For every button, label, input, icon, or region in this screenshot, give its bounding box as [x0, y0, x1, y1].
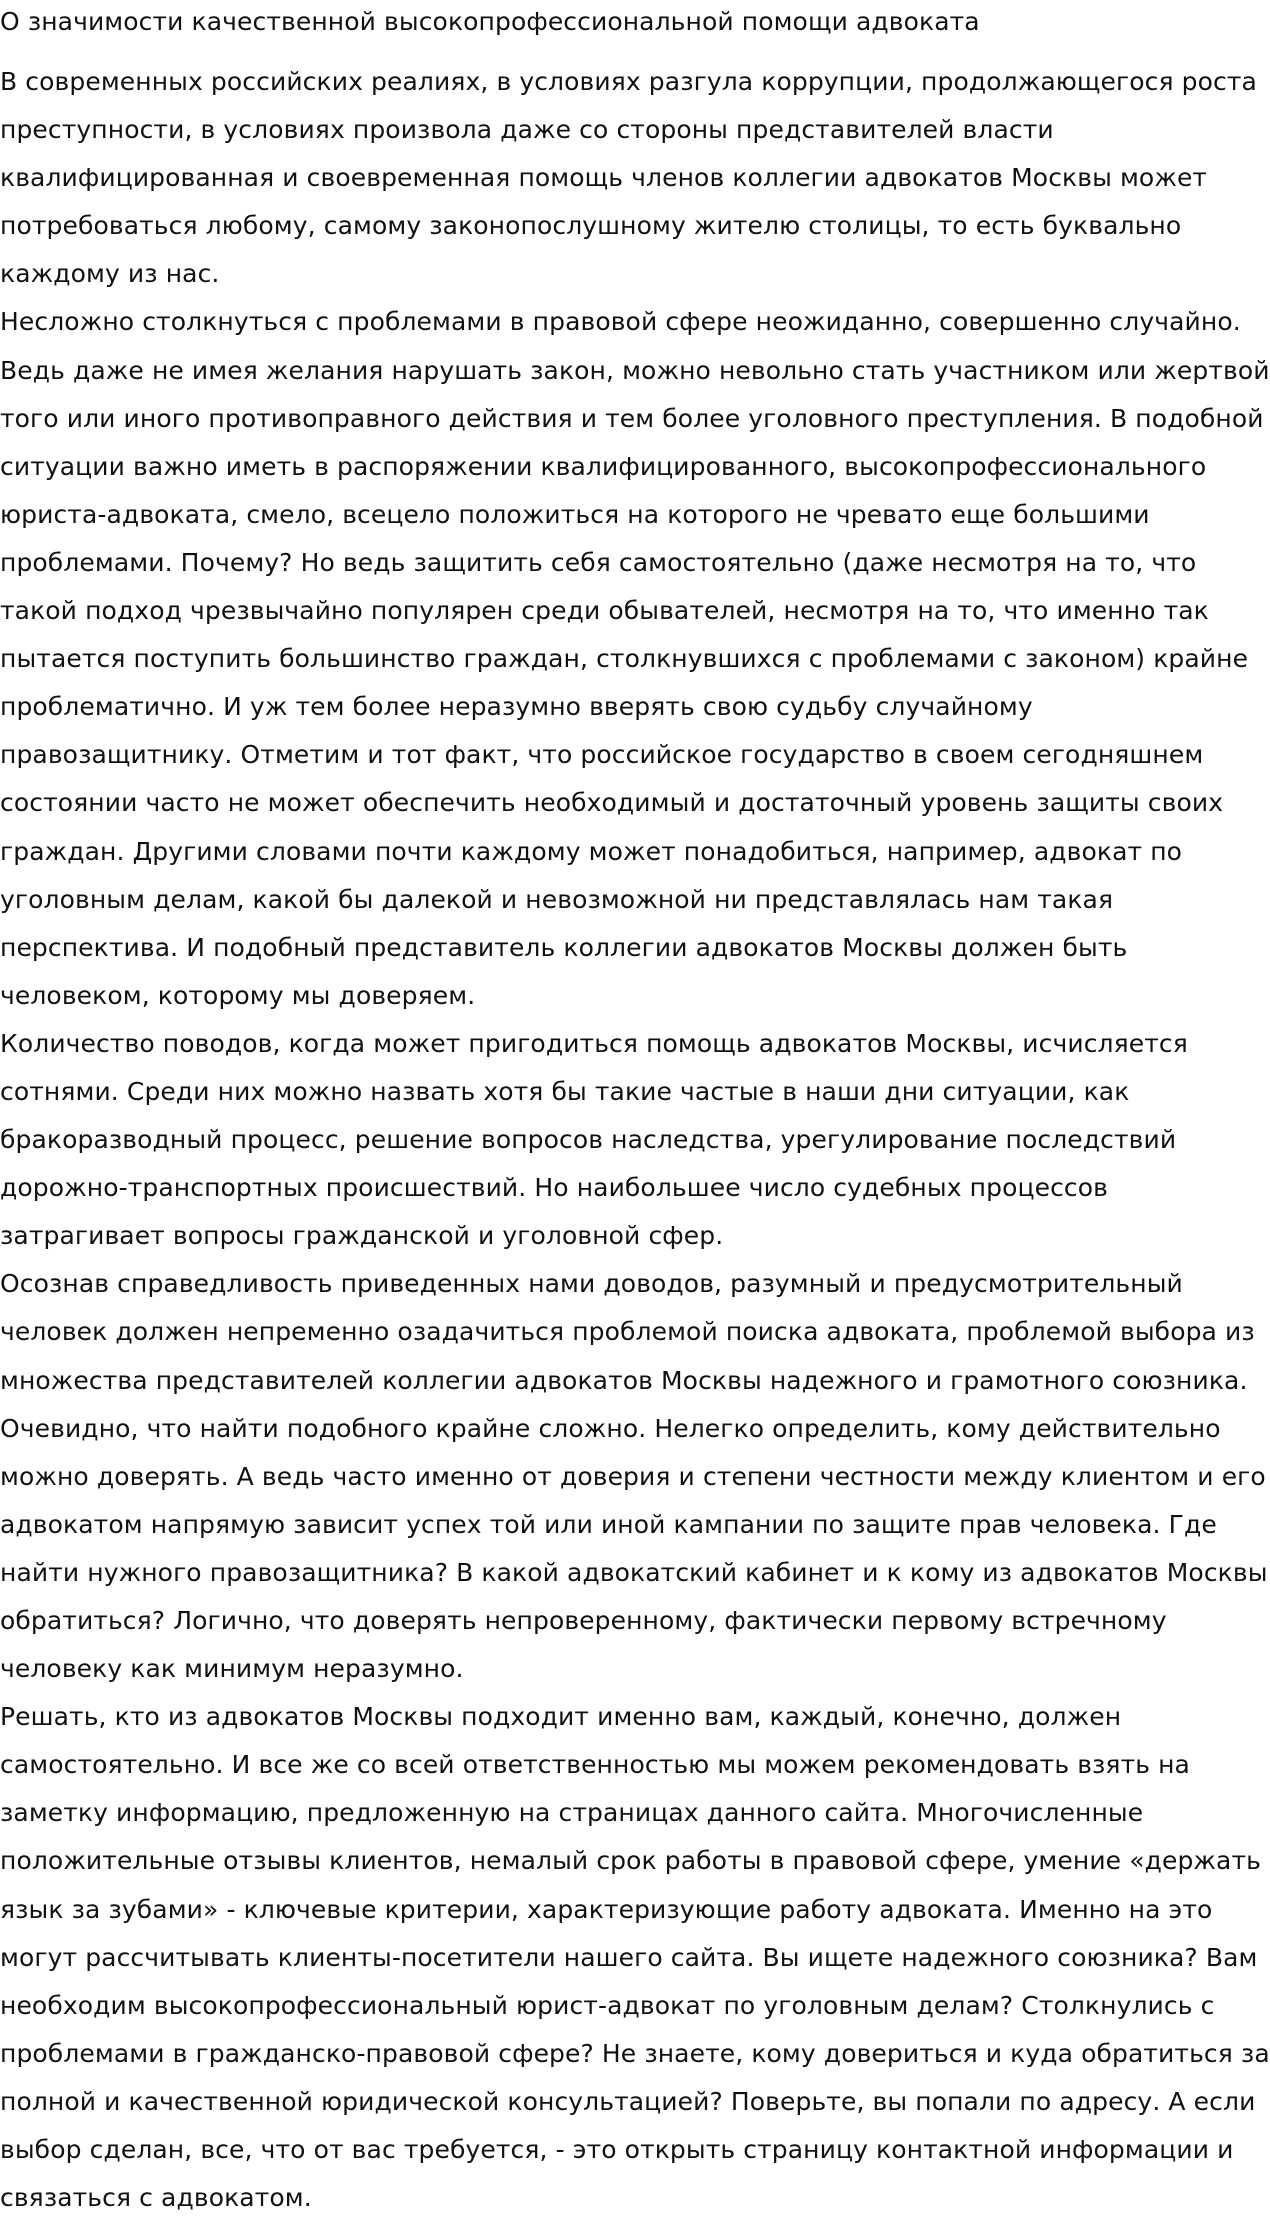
article-paragraph: В современных российских реалиях, в условиях разгула коррупции, продолжающегося роста преступности, в условиях произвола даже со стороны представителей власти квалифицированная и своевременная помощь членов коллегии адвокатов Москвы может потребоваться любому, самому законопослушному жителю столицы, то есть буквально каждому из нас.	[0, 67, 1257, 289]
article-paragraph: Решать, кто из адвокатов Москвы подходит именно вам, каждый, конечно, должен самостоятельно. И все же со всей ответственностью мы можем рекомендовать взять на заметку информацию, предложенную на страницах данного сайта. Многочисленные положительные отзывы клиентов, немалый срок работы в правовой сфере, умение «держать язык за зубами» - ключевые критерии, характеризующие работу адвоката. Именно на это могут рассчитывать клиенты-посетители нашего сайта. Вы ищете надежного союзника? Вам необходим высокопрофессиональный юрист-адвокат по уголовным делам? Столкнулись с проблемами в гражданско-правовой сфере? Не знаете, кому довериться и куда обратиться за полной и качественной юридической консультацией? Поверьте, вы попали по адресу. А если выбор сделан, все, что от вас требуется, - это открыть страницу контактной информации и связаться с адвокатом.	[0, 1702, 1270, 2213]
article-paragraph: Несложно столкнуться с проблемами в правовой сфере неожиданно, совершенно случайно. Ведь даже не имея желания нарушать закон, можно невольно стать участником или жертвой того или иного противоправного действия и тем более уголовного преступления. В подобной ситуации важно иметь в распоряжении квалифицированного, высокопрофессионального юриста-адвоката, смело, всецело положиться на которого не чревато еще большими проблемами. Почему? Но ведь защитить себя самостоятельно (даже несмотря на то, что такой подход чрезвычайно популярен среди обывателей, несмотря на то, что именно так пытается поступить большинство граждан, столкнувшихся с проблемами с законом) крайне проблематично. И уж тем более неразумно вверять свою судьбу случайному правозащитнику. Отметим и тот факт, что российское государство в своем сегодняшнем состоянии часто не может обеспечить необходимый и достаточный уровень защиты своих граждан. Другими словами почти каждому может понадобиться, например, адвокат по уголовным делам, какой бы далекой и невозможной ни представлялась нам такая перспектива. И подобный представитель коллегии адвокатов Москвы должен быть человеком, которому мы доверяем.	[0, 307, 1270, 1010]
article-paragraph: Количество поводов, когда может пригодиться помощь адвокатов Москвы, исчисляется сотнями. Среди них можно назвать хотя бы такие частые в наши дни ситуации, как бракоразводный процесс, решение вопросов наследства, урегулирование последствий дорожно-транспортных происшествий. Но наибольшее число судебных процессов затрагивает вопросы гражданской и уголовной сфер.	[0, 1028, 1188, 1251]
article-paragraph: Осознав справедливость приведенных нами доводов, разумный и предусмотрительный человек должен непременно озадачиться проблемой поиска адвоката, проблемой выбора из множества представителей коллегии адвокатов Москвы надежного и грамотного союзника. Очевидно, что найти подобного крайне сложно. Нелегко определить, кому действительно можно доверять. А ведь часто именно от доверия и степени честности между клиентом и его адвокатом напрямую зависит успех той или иной кампании по защите прав человека. Где найти нужного правозащитника? В какой адвокатский кабинет и к кому из адвокатов Москвы обратиться? Логично, что доверять непроверенному, фактически первому встречному человеку как минимум неразумно.	[0, 1269, 1268, 1684]
article-title: О значимости качественной высокопрофессиональной помощи адвоката	[0, 7, 980, 36]
